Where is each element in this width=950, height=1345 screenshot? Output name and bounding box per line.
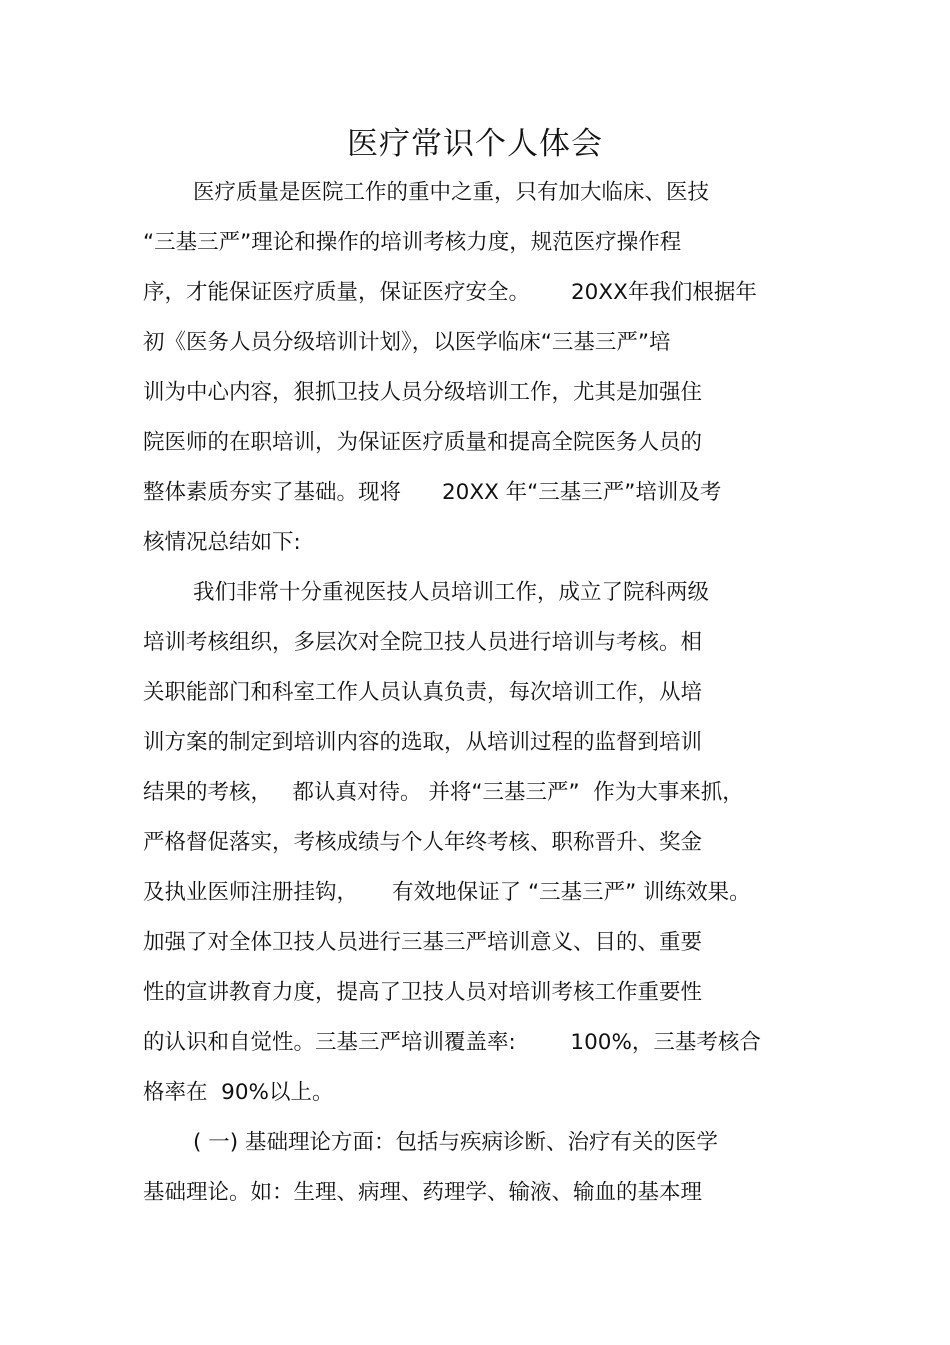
paragraph-line: 基础理论。如：生理、病理、药理学、输液、输血的基本理 <box>143 1180 703 1205</box>
paragraph-line: 关职能部门和科室工作人员认真负责，每次培训工作，从培 <box>143 680 703 705</box>
paragraph-line: 及执业医师注册挂钩， 有效地保证了 “三基三严” 训练效果。 <box>143 880 751 905</box>
page-title: 医疗常识个人体会 <box>347 126 603 162</box>
paragraph-line: “三基三严”理论和操作的培训考核力度，规范医疗操作程 <box>143 230 682 255</box>
paragraph-line: 训为中心内容，狠抓卫技人员分级培训工作，尤其是加强住 <box>143 380 703 405</box>
paragraph-line: 训方案的制定到培训内容的选取，从培训过程的监督到培训 <box>143 730 703 755</box>
paragraph-line: 培训考核组织，多层次对全院卫技人员进行培训与考核。相 <box>143 630 703 655</box>
paragraph-line: 性的宣讲教育力度，提高了卫技人员对培训考核工作重要性 <box>143 980 703 1005</box>
paragraph-line: 院医师的在职培训，为保证医疗质量和提高全院医务人员的 <box>143 430 703 455</box>
paragraph-line: 整体素质夯实了基础。现将 20XX 年“三基三严”培训及考 <box>143 480 722 505</box>
paragraph-line: 我们非常十分重视医技人员培训工作，成立了院科两级 <box>193 580 710 605</box>
paragraph-line: 序，才能保证医疗质量，保证医疗安全。 20XX年我们根据年 <box>143 280 757 305</box>
paragraph-line: 的认识和自觉性。三基三严培训覆盖率: 100%，三基考核合 <box>143 1030 761 1055</box>
paragraph-line: 初《医务人员分级培训计划》，以医学临床“三基三严”培 <box>143 330 671 355</box>
paragraph-line: 加强了对全体卫技人员进行三基三严培训意义、目的、重要 <box>143 930 703 955</box>
paragraph-line: 严格督促落实，考核成绩与个人年终考核、职称晋升、奖金 <box>143 830 703 855</box>
paragraph-line: 格率在 90%以上。 <box>143 1080 334 1105</box>
paragraph-line: ( 一) 基础理论方面：包括与疾病诊断、治疗有关的医学 <box>193 1130 718 1155</box>
paragraph-line: 结果的考核， 都认真对待。 并将“三基三严” 作为大事来抓， <box>143 780 744 805</box>
paragraph-line: 核情况总结如下: <box>143 530 301 555</box>
paragraph-line: 医疗质量是医院工作的重中之重，只有加大临床、医技 <box>193 180 710 205</box>
